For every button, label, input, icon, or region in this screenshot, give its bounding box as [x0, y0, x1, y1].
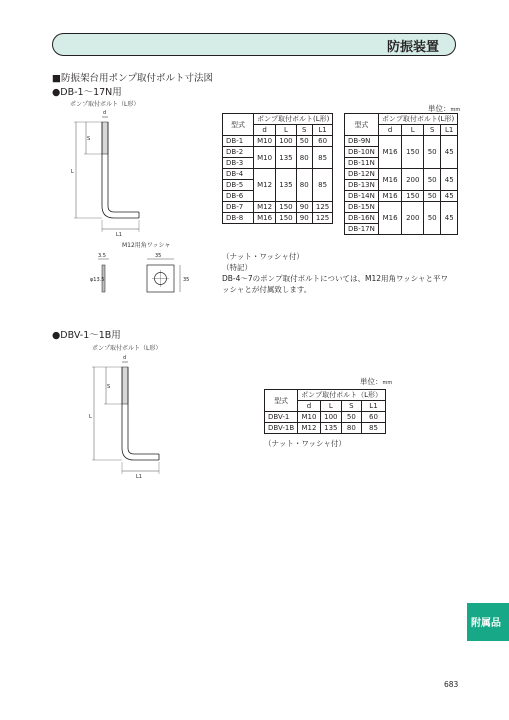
cell-l: 200	[402, 169, 424, 191]
l-bolt-drawing	[60, 105, 160, 238]
th-l: L	[402, 125, 424, 136]
page-number: 683	[444, 680, 459, 689]
unit-text: 単位：	[360, 377, 383, 386]
th-d: d	[378, 125, 401, 136]
dim-l: L	[89, 414, 92, 420]
th-l1: L1	[361, 401, 385, 412]
cell-model: DB-5	[223, 180, 254, 191]
cell-l1: 45	[441, 169, 458, 191]
table-row	[265, 412, 386, 423]
spec-table-left	[222, 113, 333, 224]
washer-hole: φ13.5	[90, 277, 105, 283]
washer-height: 35	[183, 277, 190, 283]
cell-l: 200	[402, 202, 424, 235]
cell-l1: 85	[312, 169, 333, 202]
th-group: ポンプ取付ボルト(L形)	[378, 114, 457, 125]
cell-l1: 85	[361, 423, 385, 434]
bolt-drawing-label: ポンプ取付ボルト（L形）	[70, 101, 140, 108]
th-s: S	[296, 125, 312, 136]
cell-l: 150	[402, 136, 424, 169]
cell-model: DBV-1B	[265, 423, 298, 434]
spec-table-dbv	[264, 389, 386, 434]
cell-model: DB-9N	[345, 136, 379, 147]
cell-model: DB-14N	[345, 191, 379, 202]
table-row	[345, 191, 458, 202]
cell-s: 80	[296, 147, 312, 169]
th-model: 型式	[265, 390, 298, 412]
th-model: 型式	[223, 114, 254, 136]
cell-d: M16	[378, 202, 401, 235]
bolt-drawing-label-2: ポンプ取付ボルト（L形）	[92, 345, 162, 352]
cell-s: 80	[341, 423, 361, 434]
side-tab-label: 附属品	[471, 618, 501, 629]
th-d: d	[298, 401, 321, 412]
cell-model: DB-13N	[345, 180, 379, 191]
cell-s: 50	[296, 136, 312, 147]
cell-model: DB-7	[223, 202, 254, 213]
cell-l: 100	[276, 136, 297, 147]
cell-model: DB-1	[223, 136, 254, 147]
note-line-2: （ナット・ワッシャ付）	[264, 439, 346, 448]
cell-model: DB-16N	[345, 213, 379, 224]
cell-l1: 125	[312, 213, 333, 224]
cell-s: 50	[424, 136, 441, 169]
cell-d: M16	[378, 136, 401, 169]
note-line: ッシャとが付属致します。	[222, 285, 312, 294]
washer-drawing-label: M12用角ワッシャ	[122, 242, 171, 249]
unit-label-2	[360, 376, 392, 387]
cell-d: M10	[298, 412, 321, 423]
cell-l: 150	[402, 191, 424, 202]
subsection-heading-db: ●DB-1〜17N用	[52, 87, 122, 98]
table-row	[223, 169, 333, 180]
dim-l1: L1	[116, 232, 122, 238]
cell-l1: 60	[361, 412, 385, 423]
side-tab-accessories[interactable]	[467, 603, 509, 641]
th-l1: L1	[441, 125, 458, 136]
th-s: S	[424, 125, 441, 136]
table-row	[345, 136, 458, 147]
table-row	[223, 147, 333, 158]
cell-model: DB-15N	[345, 202, 379, 213]
spec-table-right	[344, 113, 458, 235]
cell-l1: 125	[312, 202, 333, 213]
section-heading: ■防振架台用ポンプ取付ボルト寸法図	[52, 73, 213, 84]
th-model: 型式	[345, 114, 379, 136]
cell-l1: 45	[441, 191, 458, 202]
cell-d: M16	[378, 191, 401, 202]
cell-l: 135	[276, 147, 297, 169]
dim-d: d	[123, 355, 127, 361]
banner-title: 防振装置	[386, 40, 439, 55]
subsection-heading-dbv: ●DBV-1〜1B用	[52, 330, 121, 341]
cell-s: 80	[296, 169, 312, 202]
cell-l: 135	[320, 423, 341, 434]
dim-s: S	[87, 136, 91, 142]
cell-s: 50	[424, 202, 441, 235]
cell-l: 150	[276, 213, 297, 224]
unit-mm: mm	[450, 107, 461, 113]
washer-width: 35	[155, 253, 162, 259]
table-row	[265, 423, 386, 434]
th-l: L	[320, 401, 341, 412]
unit-mm: mm	[382, 380, 393, 386]
cell-model: DB-10N	[345, 147, 379, 158]
th-group: ポンプ取付ボルト(L形)	[254, 114, 333, 125]
l-bolt-drawing-2	[80, 350, 180, 480]
table-row	[223, 213, 333, 224]
table-row	[345, 169, 458, 180]
cell-d: M10	[254, 136, 276, 147]
washer-drawing	[92, 251, 222, 309]
cell-l1: 45	[441, 202, 458, 235]
dim-l1: L1	[136, 474, 142, 480]
th-group: ポンプ取付ボルト（L形）	[298, 390, 386, 401]
cell-d: M12	[254, 202, 276, 213]
cell-s: 50	[424, 169, 441, 191]
th-l: L	[276, 125, 297, 136]
dim-l: L	[71, 169, 74, 175]
cell-model: DB-17N	[345, 224, 379, 235]
cell-model: DB-4	[223, 169, 254, 180]
cell-model: DB-6	[223, 191, 254, 202]
cell-d: M16	[378, 169, 401, 191]
note-line: DB-4〜7のポンプ取付ボルトについては、M12用角ワッシャと平ワ	[222, 274, 449, 283]
section-banner	[52, 33, 456, 56]
cell-d: M10	[254, 147, 276, 169]
cell-l1: 45	[441, 136, 458, 169]
note-line: （ナット・ワッシャ付）	[222, 252, 304, 261]
cell-d: M12	[298, 423, 321, 434]
cell-l1: 60	[312, 136, 333, 147]
dim-s: S	[107, 384, 111, 390]
cell-l: 135	[276, 169, 297, 202]
cell-model: DB-8	[223, 213, 254, 224]
unit-text: 単位：	[428, 104, 451, 113]
washer-thickness: 3.5	[98, 253, 106, 259]
cell-model: DB-11N	[345, 158, 379, 169]
cell-model: DBV-1	[265, 412, 298, 423]
dim-d: d	[103, 110, 107, 116]
cell-l: 100	[320, 412, 341, 423]
cell-d: M12	[254, 169, 276, 202]
cell-s: 90	[296, 213, 312, 224]
note-line: （特記）	[222, 263, 252, 272]
table-row	[345, 202, 458, 213]
table-row	[223, 136, 333, 147]
cell-model: DB-3	[223, 158, 254, 169]
cell-model: DB-12N	[345, 169, 379, 180]
th-d: d	[254, 125, 276, 136]
cell-s: 50	[341, 412, 361, 423]
cell-l: 150	[276, 202, 297, 213]
cell-s: 90	[296, 202, 312, 213]
cell-model: DB-2	[223, 147, 254, 158]
cell-s: 50	[424, 191, 441, 202]
th-l1: L1	[312, 125, 333, 136]
table-row	[223, 202, 333, 213]
cell-d: M16	[254, 213, 276, 224]
cell-l1: 85	[312, 147, 333, 169]
th-s: S	[341, 401, 361, 412]
